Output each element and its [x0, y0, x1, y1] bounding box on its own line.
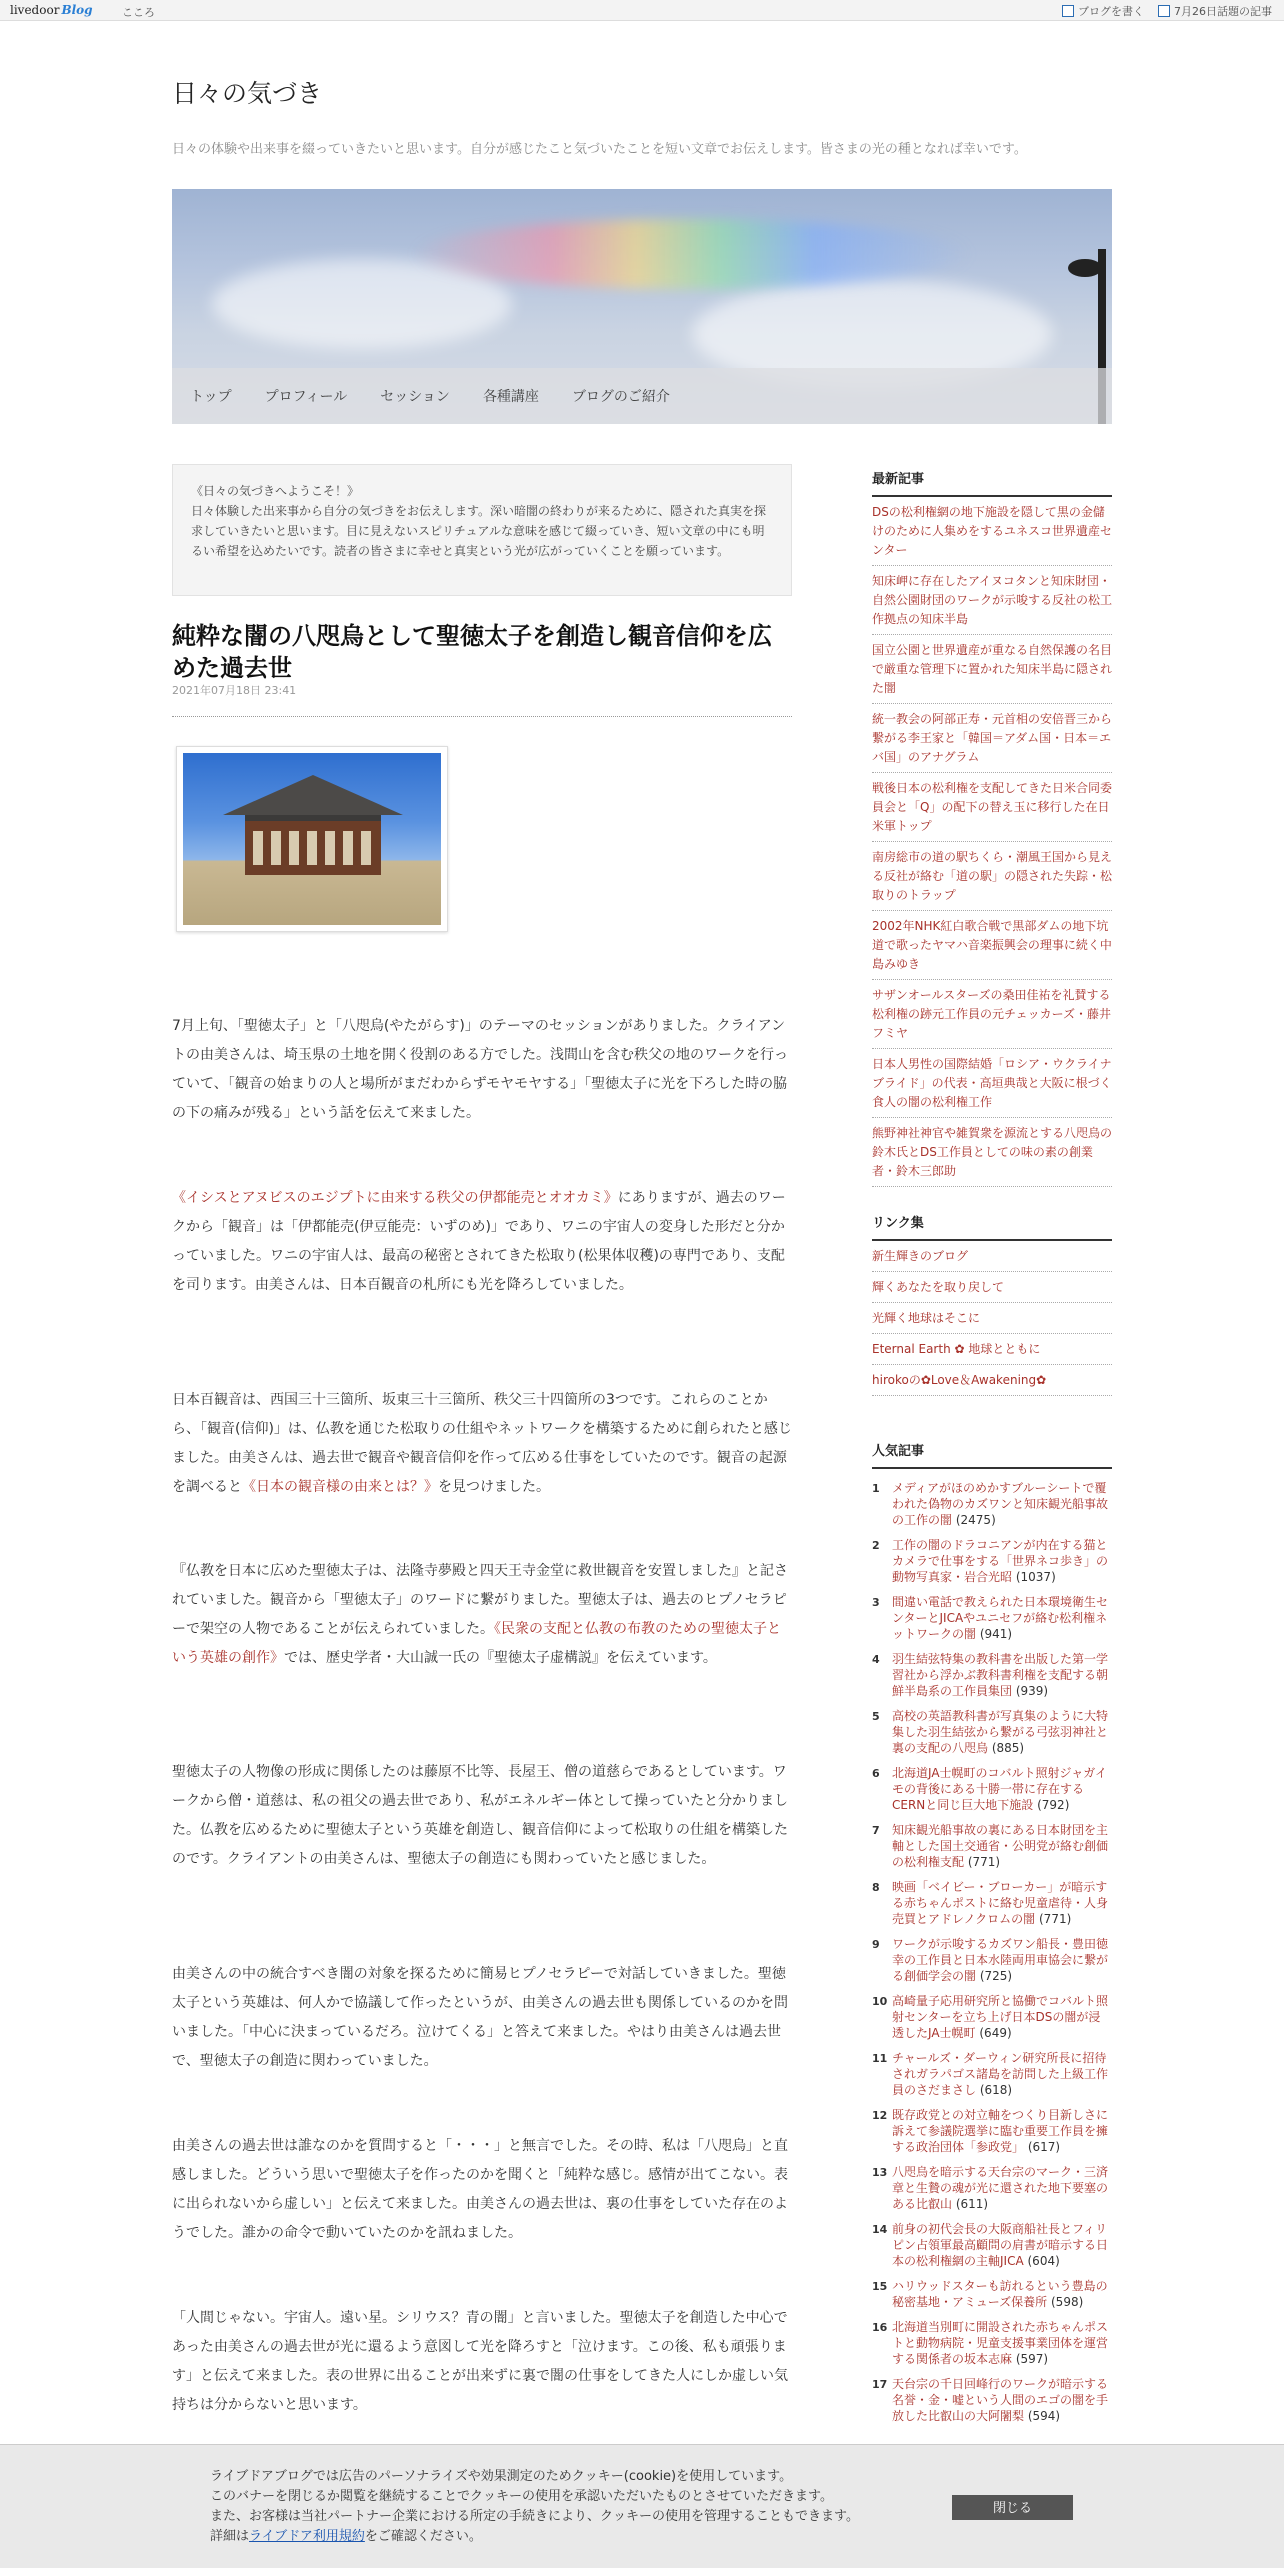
recent-post-item: [872, 566, 1112, 635]
post-paragraph: 「人間じゃない。宇宙人。遠い星。シリウス？青の闇」と言いました。聖徳太子を創造した中心であった由美さんの過去世が光に還るよう意図して光を降ろすと「泣けます。この後、私も頑張ります」と伝えて来ました。表の世界に出ることが出来ずに裏で闇の仕事をしてきた人にしか虚しい気持ちは分からないと思います。: [172, 2310, 788, 2413]
post-paragraph: 聖徳太子の人物像の形成に関係したのは藤原不比等、長屋王、僧の道慈らであるとしています。ワークから僧・道慈は、私の祖父の過去世であり、私がエネルギー体として操っていたと分かりました。仏教を広めるために聖徳太子という英雄を創造し、観音信仰によって松取りの仕組を構築したのです。クライアントの由美さんは、聖徳太子の創造にも関わっていたと感じました。: [172, 1764, 788, 1867]
ranking-list: [872, 1469, 1112, 2428]
recent-post-item: [872, 1049, 1112, 1118]
cookie-line: ライブドアブログでは広告のパーソナライズや効果測定のためクッキー(cookie)を使用しています。: [210, 2469, 793, 2484]
rank-link[interactable]: 既存政党との対立軸をつくり目新しさに訴えて参議院選挙に臨む重要工作員を擁する政治団体「参政党」: [892, 2108, 1109, 2154]
post-paragraph: [172, 1184, 792, 1300]
post-paragraph: 由美さんの過去世は誰なのかを質問すると「・・・」と無言でした。その時、私は「八咫烏」と直感しました。どういう思いで聖徳太子を作ったのかを聞くと「純粋な感じ。感情が出てこない。表に出られないから虚しい」と伝えて来ました。由美さんの過去世は、裏の仕事をしていた存在のようでした。誰かの命令で動いていたのかを訊ねました。: [172, 2138, 788, 2241]
global-nav: [172, 368, 1112, 424]
rank-count: (941): [979, 1627, 1013, 1641]
temple-roof-shape: [223, 775, 403, 815]
ranking-item: [872, 2314, 1112, 2371]
divider: [172, 716, 792, 717]
links-widget: [872, 1212, 1112, 1396]
topics-label: 7月26日話題の記事: [1174, 5, 1272, 18]
rainbow-shape: [412, 219, 972, 289]
cookie-close-button[interactable]: 閉じる: [952, 2495, 1073, 2520]
calendar-icon: [1158, 5, 1170, 17]
blog-link[interactable]: hirokoの✿Love＆Awakening✿: [872, 1373, 1047, 1387]
recent-posts-heading: 最新記事: [872, 468, 1112, 497]
write-blog-label: ブログを書く: [1078, 5, 1144, 18]
rank-count: (594): [1027, 2409, 1061, 2423]
rank-entry: [892, 1936, 1112, 1984]
post-inline-link[interactable]: 《民衆の支配と仏教の布教のための聖徳太子という英雄の創作》: [172, 1621, 781, 1666]
rank-count: (725): [979, 1969, 1013, 1983]
rank-link[interactable]: 知床観光船事故の裏にある日本財団を主軸とした国土交通省・公明党が絡む創価の松利権支配: [892, 1823, 1109, 1869]
rank-count: (792): [1037, 1798, 1070, 1812]
rank-number: 12: [872, 2109, 888, 2122]
ranking-item: [872, 1817, 1112, 1874]
rank-link[interactable]: ワークが示唆するカズワン船長・豊田徳幸の工作員と日本水陸両用車協会に繋がる創価学会の闇: [892, 1937, 1109, 1983]
rank-link[interactable]: 天台宗の千日回峰行のワークが暗示する名誉・金・嘘という人間のエゴの闇を手放した比叡山の大阿闍梨: [892, 2377, 1109, 2423]
rank-entry: [892, 2278, 1112, 2310]
rank-count: (618): [979, 2083, 1013, 2097]
rank-count: (604): [1027, 2254, 1060, 2268]
recent-post-link[interactable]: 南房総市の道の駅ちくら・潮風王国から見える反社が絡む「道の駅」の隠された失踪・松取りのトラップ: [872, 850, 1113, 902]
topics-link[interactable]: [1158, 3, 1272, 19]
post-inline-link[interactable]: 《日本の観音様の由来とは？》: [242, 1479, 438, 1495]
nav-profile[interactable]: プロフィール: [264, 389, 348, 405]
recent-post-item: [872, 704, 1112, 773]
rank-entry: [892, 1993, 1112, 2041]
nav-top[interactable]: トップ: [190, 389, 232, 405]
rank-link[interactable]: チャールズ・ダーウィン研究所長に招待されガラパゴス諸島を訪問した上級工作員のさだまさし: [892, 2051, 1109, 2097]
topbar-actions: [1062, 3, 1272, 19]
logo-text: livedoor: [10, 3, 60, 17]
rank-entry: [892, 2164, 1112, 2212]
logo-blog-text: Blog: [61, 3, 93, 17]
rank-count: (597): [1015, 2352, 1049, 2366]
rank-number: 13: [872, 2166, 888, 2179]
links-list: [872, 1241, 1112, 1396]
post-text: では、歴史学者・大山誠一氏の『聖徳太子虚構説』を伝えています。: [284, 1650, 717, 1666]
rank-entry: [892, 1480, 1112, 1528]
rank-link[interactable]: 工作の闇のドラコニアンが内在する猫とカメラで仕事をする「世界ネコ歩き」の動物写真家・岩合光昭: [892, 1538, 1109, 1584]
rank-number: 2: [872, 1539, 880, 1552]
blog-link[interactable]: 光輝く地球はそこに: [872, 1311, 981, 1325]
ranking-widget: [872, 1440, 1112, 2428]
rank-link[interactable]: 高崎量子応用研究所と協働でコバルト照射センターを立ち上げ日本DSの闇が浸透したJA士幌町: [892, 1994, 1109, 2040]
cookie-line: [210, 2527, 859, 2547]
recent-post-link[interactable]: 知床岬に存在したアイヌコタンと知床財団・自然公園財団のワークが示唆する反社の松工作拠点の知床半島: [872, 574, 1113, 626]
rank-count: (1037): [1015, 1570, 1056, 1584]
post-paragraph: 由美さんの中の統合すべき闇の対象を探るために簡易ヒプノセラピーで対話していきました。聖徳太子という英雄は、何人かで協議して作ったというが、由美さんの過去世も関係しているのかを問いました。「中心に決まっているだろ。泣けてくる」と答えて来ました。やはり由美さんは過去世で、聖徳太子の創造に関わっていました。: [172, 1966, 788, 2069]
rank-count: (771): [1039, 1912, 1072, 1926]
rank-count: (611): [955, 2197, 989, 2211]
ranking-item: [872, 1589, 1112, 1646]
cookie-banner: [0, 2444, 1284, 2568]
rank-count: (771): [967, 1855, 1001, 1869]
rank-count: (885): [991, 1741, 1025, 1755]
post-text: 日本百観音は、西国三十三箇所、坂東三十三箇所、秩父三十四箇所の3つです。これらのことから、「観音(信仰)」は、仏教を通じた松取りの仕組やネットワークを構築するために創られたと感じました。由美さんは、過去世で観音や観音信仰を作って広める仕事をしていたのです。観音の起源を調べると: [172, 1392, 792, 1495]
rank-count: (649): [979, 2026, 1012, 2040]
rank-number: 3: [872, 1596, 880, 1609]
post-paragraph: [172, 1557, 792, 1673]
temple-body-shape: [245, 815, 381, 875]
rank-link[interactable]: 八咫烏を暗示する天台宗のマーク・三済章と生贄の魂が光に還された地下要塞のある比叡山: [892, 2165, 1109, 2211]
ranking-item: [872, 2102, 1112, 2159]
rank-number: 10: [872, 1995, 888, 2008]
post-text: を見つけました。: [438, 1479, 550, 1495]
ranking-item: [872, 2216, 1112, 2273]
recent-posts-widget: [872, 468, 1112, 1187]
rank-entry: [892, 1651, 1112, 1699]
recent-post-link[interactable]: 戦後日本の松利権を支配してきた日米合同委員会と「Q」の配下の替え玉に移行した在日米軍トップ: [872, 781, 1113, 833]
rank-entry: [892, 1879, 1112, 1927]
rank-count: (939): [1015, 1684, 1049, 1698]
rank-link[interactable]: 間違い電話で教えられた日本環境衛生センターとJICAやユニセフが絡む松利権ネットワークの闇: [892, 1595, 1109, 1641]
write-blog-link[interactable]: [1062, 3, 1144, 19]
rank-link[interactable]: 前身の初代会長の大阪商船社長とフィリピン占領軍最高顧問の肩書が暗示する日本の松利権網の主軸JICA: [892, 2222, 1109, 2268]
ranking-item: [872, 2273, 1112, 2314]
rank-link[interactable]: 北海道当別町に開設された赤ちゃんポストと動物病院・児童支援事業団体を運営する関係者の坂本志麻: [892, 2320, 1109, 2366]
rank-link[interactable]: 北海道JA士幌町のコバルト照射ジャガイモの背後にある十勝一帯に存在するCERNと同じ巨大地下施設: [892, 1766, 1107, 1812]
recent-post-item: [872, 773, 1112, 842]
recent-post-link[interactable]: DSの松利権網の地下施設を隠して黒の金儲けのために人集めをするユネスコ世界遺産センター: [872, 505, 1113, 557]
rank-link[interactable]: 映画「ベイビー・ブローカー」が暗示する赤ちゃんポストに絡む児童虐待・人身売買とアドレノクロムの闇: [892, 1880, 1109, 1926]
ranking-heading: 人気記事: [872, 1440, 1112, 1469]
terms-link[interactable]: ライブドア利用規約: [249, 2529, 365, 2544]
recent-post-item: [872, 1118, 1112, 1187]
recent-post-item: [872, 980, 1112, 1049]
recent-post-link[interactable]: 日本人男性の国際結婚「ロシア・ウクライナブライド」の代表・高垣典哉と大阪に根づく食人の闇の松利権工作: [872, 1057, 1112, 1109]
ranking-item: [872, 1646, 1112, 1703]
ranking-item: [872, 1532, 1112, 1589]
recent-post-item: [872, 497, 1112, 566]
rank-entry: [892, 1594, 1112, 1642]
post-photo[interactable]: [176, 746, 448, 932]
nav-courses[interactable]: 各種講座: [482, 389, 539, 405]
rank-number: 4: [872, 1653, 880, 1666]
ranking-item: [872, 1760, 1112, 1817]
rank-count: (2475): [955, 1513, 996, 1527]
rank-entry: [892, 2376, 1112, 2424]
rank-entry: [892, 2221, 1112, 2269]
cookie-text-part: をご確認ください。: [364, 2529, 482, 2544]
cookie-text: [210, 2467, 859, 2547]
blog-link[interactable]: 新生輝きのブログ: [872, 1249, 969, 1263]
rank-entry: [892, 2319, 1112, 2367]
post-title[interactable]: 純粋な闇の八咫烏として聖徳太子を創造し観音信仰を広めた過去世: [172, 622, 772, 682]
ranking-item: [872, 2045, 1112, 2102]
recent-post-item: [872, 635, 1112, 704]
ranking-item: [872, 1874, 1112, 1931]
rank-entry: [892, 1765, 1112, 1813]
link-item: [872, 1241, 1112, 1272]
recent-posts-list: [872, 497, 1112, 1187]
cookie-line: また、お客様は当社パートナー企業における所定の手続きにより、クッキーの使用を管理することもできます。: [210, 2509, 859, 2524]
rank-entry: [892, 1822, 1112, 1870]
rank-entry: [892, 1708, 1112, 1756]
rank-entry: [892, 2050, 1112, 2098]
post-text: 『仏教を日本に広めた聖徳太子は、法隆寺夢殿と四天王寺金堂に救世観音を安置しました』と記されていました。観音から「聖徳太子」のワードに繋がりました。聖徳太子は、過去のヒプノセラピーで架空の人物であることが伝えられていました。: [172, 1563, 788, 1637]
rank-entry: [892, 2107, 1112, 2155]
user-link[interactable]: こころ: [122, 6, 155, 19]
rank-link[interactable]: 高校の英語教科書が写真集のように大特集した羽生結弦から繋がる弓弦羽神社と裏の支配の八咫烏: [892, 1709, 1109, 1755]
rank-number: 6: [872, 1767, 880, 1780]
ranking-item: [872, 2371, 1112, 2428]
nav-blog-intro[interactable]: ブログのご紹介: [571, 389, 670, 405]
link-item: [872, 1334, 1112, 1365]
post-paragraph: [172, 1386, 792, 1502]
rank-number: 16: [872, 2321, 888, 2334]
welcome-text: 日々体験した出来事から自分の気づきをお伝えします。深い暗闇の終わりが来るために、隠された真実を探求していきたいと思います。目に見えないスピリチュアルな意味を感じて綴っていき、短い文章の中にも明るい希望を込めたいです。読者の皆さまに幸せと真実という光が広がっていくことを願っています。: [191, 504, 767, 558]
post-date: 2021年07月18日 23:41: [172, 684, 297, 697]
ranking-item: [872, 1475, 1112, 1532]
recent-post-link[interactable]: サザンオールスターズの桑田佳祐を礼賛する松利権の跡元工作員の元チェッカーズ・藤井フミヤ: [872, 988, 1112, 1040]
rank-number: 15: [872, 2280, 888, 2293]
cookie-text-part: 詳細は: [210, 2529, 250, 2544]
rank-link[interactable]: メディアがほのめかすブルーシートで覆われた偽物のカズワンと知床観光船事故の工作の闇: [892, 1481, 1109, 1527]
rank-number: 11: [872, 2052, 888, 2065]
link-item: [872, 1303, 1112, 1334]
welcome-title: 《日々の気づきへようこそ！》: [191, 484, 360, 498]
livedoor-blog-logo[interactable]: [10, 3, 93, 17]
links-heading: リンク集: [872, 1212, 1112, 1241]
blog-link[interactable]: Eternal Earth ✿ 地球とともに: [872, 1342, 1041, 1356]
cookie-line: このバナーを閉じるか閲覧を継続することでクッキーの使用を承認いただいたものとさせていただきます。: [210, 2489, 833, 2504]
rank-number: 1: [872, 1482, 880, 1495]
livedoor-topbar: [0, 0, 1284, 21]
blog-link[interactable]: 輝くあなたを取り戻して: [872, 1280, 1005, 1294]
rank-number: 14: [872, 2223, 888, 2236]
ranking-item: [872, 1931, 1112, 1988]
rank-number: 7: [872, 1824, 880, 1837]
recent-post-link[interactable]: 国立公園と世界遺産が重なる自然保護の名目で厳重な管理下に置かれた知床半島に隠された闇: [872, 643, 1113, 695]
welcome-box: [172, 464, 792, 596]
nav-session[interactable]: セッション: [380, 389, 450, 405]
site-description: 日々の体験や出来事を綴っていきたいと思います。自分が感じたこと気づいたことを短い文章でお伝えします。皆さまの光の種となれば幸いです。: [172, 142, 1027, 157]
rank-link[interactable]: 羽生結弦特集の教科書を出版した第一学習社から浮かぶ教科書利権を支配する朝鮮半島系の工作員集団: [892, 1652, 1109, 1698]
rank-count: (617): [1027, 2140, 1061, 2154]
recent-post-link[interactable]: 2002年NHK紅白歌合戦で黒部ダムの地下坑道で歌ったヤマハ音楽振興会の理事に続く中島みゆき: [872, 919, 1112, 971]
post-inline-link[interactable]: 《イシスとアヌビスのエジプトに由来する秩父の伊都能売とオオカミ》: [172, 1190, 618, 1206]
recent-post-link[interactable]: 統一教会の阿部正寿・元首相の安倍晋三から繋がる李王家と「韓国＝アダム国・日本＝エバ国」のアナグラム: [872, 712, 1113, 764]
link-item: [872, 1365, 1112, 1396]
post-text: にありますが、過去のワークから「観音」は「伊都能売(伊豆能売：いずのめ)」であり、ワニの宇宙人の変身した形だと分かっていました。ワニの宇宙人は、最高の秘密とされてきた松取り(松果体収穫)の専門であり、支配を司ります。由美さんは、日本百観音の札所にも光を降ろしていました。: [172, 1190, 786, 1293]
link-item: [872, 1272, 1112, 1303]
recent-post-link[interactable]: 熊野神社神官や雑賀衆を源流とする八咫烏の鈴木氏とDS工作員としての味の素の創業者・鈴木三郎助: [872, 1126, 1113, 1178]
rank-number: 5: [872, 1710, 880, 1723]
rank-number: 9: [872, 1938, 880, 1951]
pencil-icon: [1062, 5, 1074, 17]
recent-post-item: [872, 911, 1112, 980]
recent-post-item: [872, 842, 1112, 911]
rank-number: 8: [872, 1881, 880, 1894]
temple-image: [183, 753, 441, 925]
site-title[interactable]: 日々の気づき: [172, 79, 323, 108]
ranking-item: [872, 2159, 1112, 2216]
ranking-item: [872, 1703, 1112, 1760]
rank-count: (598): [1051, 2295, 1084, 2309]
ranking-item: [872, 1988, 1112, 2045]
rank-number: 17: [872, 2378, 888, 2391]
rank-entry: [892, 1537, 1112, 1585]
rank-link[interactable]: ハリウッドスターも訪れるという豊島の秘密基地・アミューズ保養所: [892, 2279, 1108, 2309]
post-paragraph: 7月上旬、「聖徳太子」と「八咫烏(やたがらす)」のテーマのセッションがありました。クライアントの由美さんは、埼玉県の土地を開く役割のある方でした。浅間山を含む秩父の地のワークを行っていて、「観音の始まりの人と場所がまだわからずモヤモヤする」「聖徳太子に光を下ろした時の脇の下の痛みが残る」という話を伝えて来ました。: [172, 1018, 788, 1121]
